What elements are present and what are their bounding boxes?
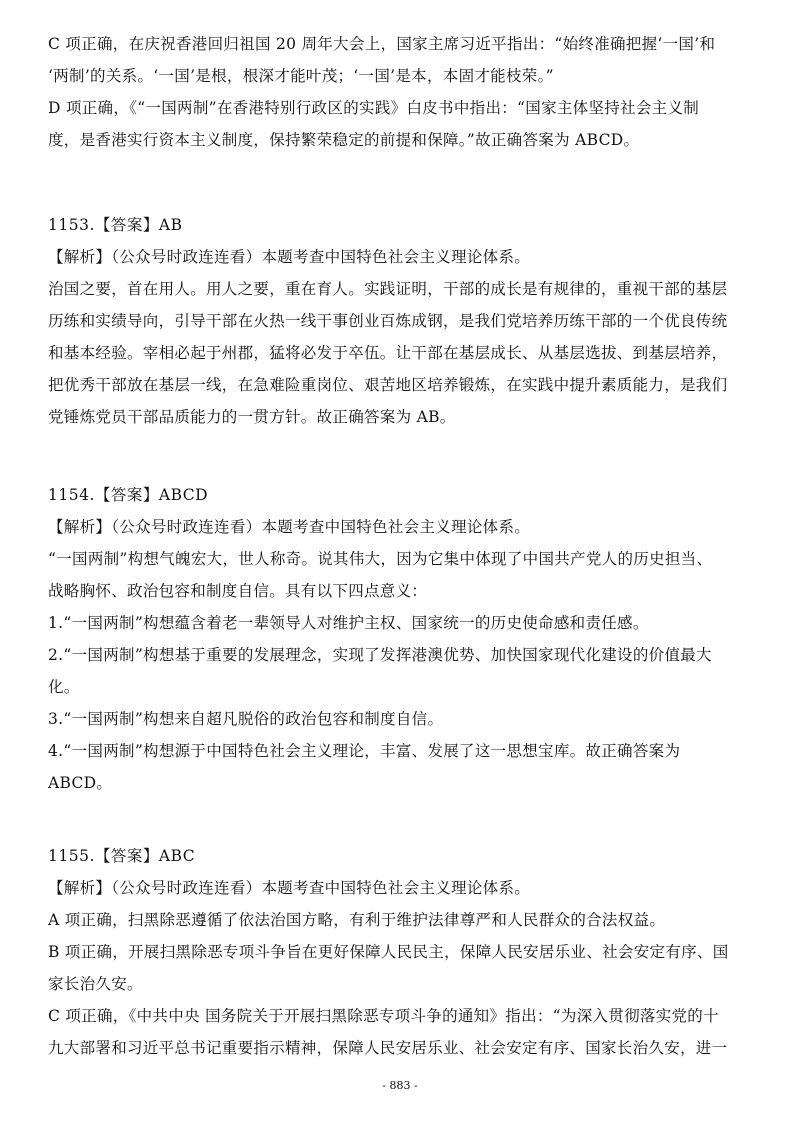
- text-line: 和基本经验。宰相必起于州郡，猛将必发于卒伍。让干部在基层成长、从基层选拔、到基层培养，: [48, 344, 728, 362]
- question-1153: [48, 209, 760, 433]
- answer-heading: 1153.【答案】AB: [48, 216, 183, 234]
- text-line: C 项正确，在庆祝香港回归祖国 20 周年大会上，国家主席习近平指出：“始终准确把握‘一国’和: [48, 35, 716, 53]
- text-line: 【解析】（公众号时政连连看）本题考查中国特色社会主义理论体系。: [48, 248, 531, 266]
- text-line: C 项正确，《中共中央 国务院关于开展扫黑除恶专项斗争的通知》指出：“为深入贯彻落实党的十: [48, 1007, 719, 1025]
- text-line: ABCD。: [48, 774, 113, 792]
- text-line: 4.“一国两制”构想源于中国特色社会主义理论，丰富、发展了这一思想宝库。故正确答案为: [48, 742, 681, 760]
- text-line: 度，是香港实行资本主义制度，保持繁荣稳定的前提和保障。”故正确答案为 ABCD。: [48, 131, 640, 149]
- text-line: 党锤炼党员干部品质能力的一贯方针。故正确答案为 AB。: [48, 408, 456, 426]
- text-line: D 项正确，《“一国两制”在香港特别行政区的实践》白皮书中指出：“国家主体坚持社会主义制: [48, 99, 700, 117]
- question-1155: [48, 840, 760, 1064]
- text-line: 化。: [48, 678, 80, 696]
- text-line: 【解析】（公众号时政连连看）本题考查中国特色社会主义理论体系。: [48, 518, 531, 536]
- answer-heading: 1155.【答案】ABC: [48, 847, 196, 865]
- answer-heading: 1154.【答案】ABCD: [48, 486, 209, 504]
- text-line: “一国两制”构想气魄宏大，世人称奇。说其伟大，因为它集中体现了中国共产党人的历史担当、: [48, 550, 713, 568]
- question-1154: [48, 479, 760, 799]
- text-line: 【解析】（公众号时政连连看）本题考查中国特色社会主义理论体系。: [48, 879, 531, 897]
- text-line: 把优秀干部放在基层一线，在急难险重岗位、艰苦地区培养锻炼，在实践中提升素质能力，是我们: [48, 376, 728, 394]
- text-line: 战略胸怀、政治包容和制度自信。具有以下四点意义：: [48, 582, 428, 600]
- text-line: B 项正确，开展扫黑除恶专项斗争旨在更好保障人民民主，保障人民安居乐业、社会安定有序、国: [48, 943, 729, 961]
- text-line: 历练和实绩导向，引导干部在火热一线干事创业百炼成钢，是我们党培养历练干部的一个优良传统: [48, 312, 728, 330]
- text-line: ‘两制’的关系。‘一国’是根，根深才能叶茂；‘一国’是本，本固才能枝荣。”: [48, 67, 554, 85]
- paragraph-c-d: [48, 28, 760, 156]
- text-line: 治国之要，首在用人。用人之要，重在育人。实践证明，干部的成长是有规律的，重视干部的基层: [48, 280, 728, 298]
- text-line: 家长治久安。: [48, 975, 143, 993]
- page-number: - 883 -: [382, 1079, 418, 1092]
- text-line: A 项正确，扫黑除恶遵循了依法治国方略，有利于维护法律尊严和人民群众的合法权益。: [48, 911, 666, 929]
- text-line: 九大部署和习近平总书记重要指示精神，保障人民安居乐业、社会安定有序、国家长治久安，进一: [48, 1039, 728, 1057]
- text-line: 3.“一国两制”构想来自超凡脱俗的政治包容和制度自信。: [48, 710, 444, 728]
- text-line: 2.“一国两制”构想基于重要的发展理念，实现了发挥港澳优势、加快国家现代化建设的价值最大: [48, 646, 712, 664]
- text-line: 1.“一国两制”构想蕴含着老一辈领导人对维护主权、国家统一的历史使命感和责任感。: [48, 614, 649, 632]
